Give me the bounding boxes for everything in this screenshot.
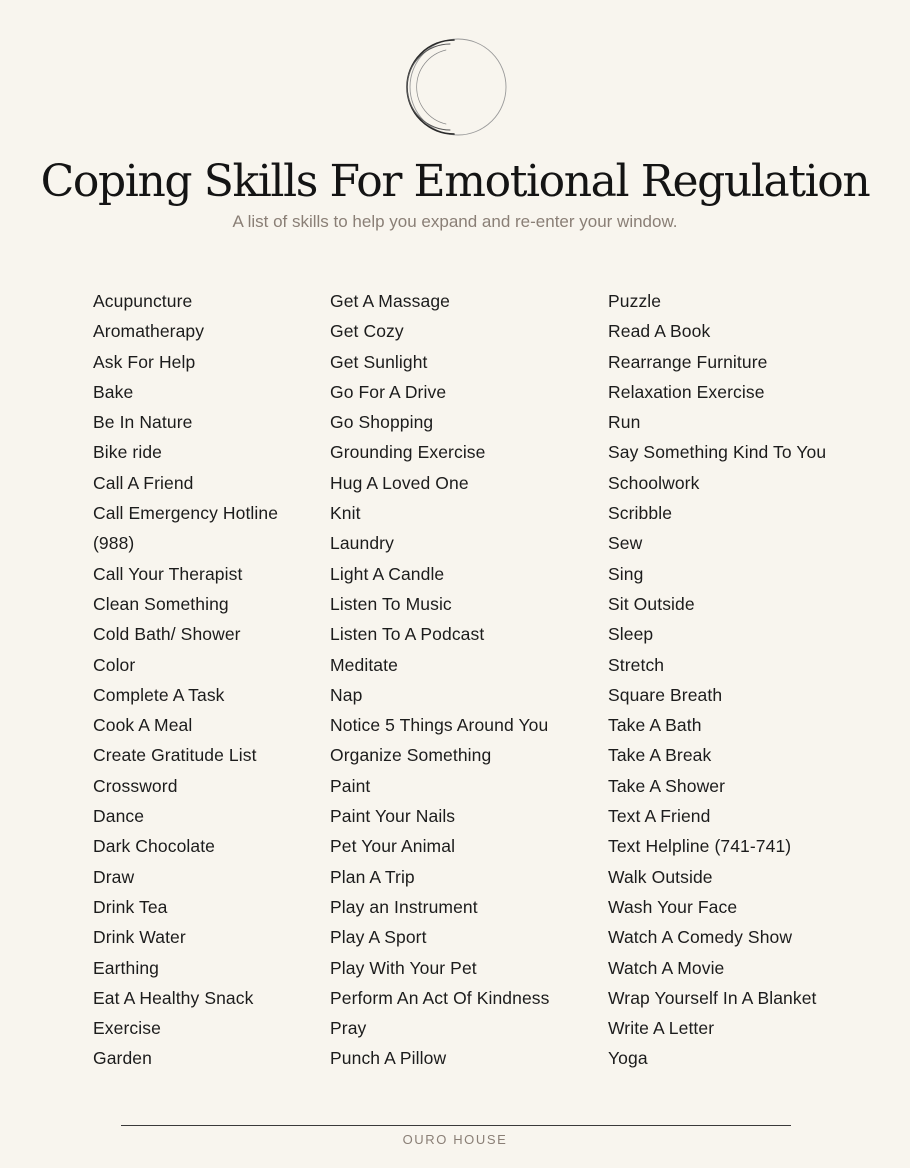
list-item: Light A Candle: [330, 563, 445, 584]
list-item: Draw: [93, 866, 135, 887]
list-item: Cook A Meal: [93, 715, 193, 736]
list-item: Ask For Help: [93, 351, 196, 372]
list-item: Organize Something: [330, 745, 492, 766]
list-item: Color: [93, 654, 136, 675]
skills-column-1: [93, 286, 318, 1074]
list-item: Pray: [330, 1018, 367, 1039]
list-item: Sew: [608, 533, 643, 554]
list-item: Read A Book: [608, 321, 711, 342]
list-item: Square Breath: [608, 684, 723, 705]
list-item: Wrap Yourself In A Blanket: [608, 987, 817, 1008]
list-item: Take A Bath: [608, 715, 702, 736]
list-item: Relaxation Exercise: [608, 381, 765, 402]
list-item: Scribble: [608, 503, 673, 524]
list-item: Eat A Healthy Snack: [93, 987, 254, 1008]
list-item: Garden: [93, 1048, 152, 1069]
list-item: Acupuncture: [93, 291, 193, 311]
list-item: Walk Outside: [608, 866, 713, 887]
list-item: Play With Your Pet: [330, 957, 477, 978]
crescent-circle-icon: [400, 34, 510, 140]
page-title: Coping Skills For Emotional Regulation: [40, 156, 870, 207]
list-item: Pet Your Animal: [330, 836, 456, 857]
list-item: Wash Your Face: [608, 896, 738, 917]
list-item: Complete A Task: [93, 684, 225, 705]
list-item: Watch A Movie: [608, 957, 725, 978]
list-item: Listen To A Podcast: [330, 624, 485, 645]
list-item: Clean Something: [93, 593, 229, 614]
list-item: Watch A Comedy Show: [608, 927, 793, 948]
list-item: Cold Bath/ Shower: [93, 624, 241, 645]
footer-brand: OURO HOUSE: [402, 1132, 508, 1147]
list-item: Go Shopping: [330, 412, 434, 433]
skills-column-2: [330, 286, 600, 1074]
skills-columns: [0, 286, 910, 1076]
list-item: Paint: [330, 775, 371, 796]
list-item: Nap: [330, 684, 363, 705]
list-item: Grounding Exercise: [330, 442, 486, 463]
list-item: Yoga: [608, 1048, 648, 1069]
list-item: Text A Friend: [608, 806, 711, 827]
list-item: Say Something Kind To You: [608, 442, 827, 463]
list-item: Exercise: [93, 1018, 161, 1039]
list-item: Rearrange Furniture: [608, 351, 768, 372]
list-item: Get Sunlight: [330, 351, 428, 372]
list-item: Aromatherapy: [93, 321, 205, 342]
list-item: Take A Shower: [608, 775, 726, 796]
list-item: Bike ride: [93, 442, 162, 463]
list-item: Sleep: [608, 624, 654, 645]
list-item: Call Your Therapist: [93, 563, 243, 584]
list-item: Stretch: [608, 654, 665, 675]
list-item: Hug A Loved One: [330, 472, 469, 493]
list-item: Laundry: [330, 533, 394, 554]
list-item: Earthing: [93, 957, 159, 978]
list-item: Play an Instrument: [330, 896, 478, 917]
list-item: Paint Your Nails: [330, 806, 456, 827]
list-item: Get A Massage: [330, 291, 450, 311]
list-item: Get Cozy: [330, 321, 404, 342]
list-item: Meditate: [330, 654, 398, 675]
skills-column-3: [608, 286, 903, 1074]
list-item: Plan A Trip: [330, 866, 415, 887]
list-item: Listen To Music: [330, 593, 452, 614]
list-item: Dance: [93, 806, 145, 827]
list-item: Call A Friend: [93, 472, 194, 493]
list-item: Call Emergency Hotline (988): [93, 503, 279, 554]
list-item: Sing: [608, 563, 644, 584]
list-item: Punch A Pillow: [330, 1048, 447, 1069]
list-item: Write A Letter: [608, 1018, 715, 1039]
list-item: Perform An Act Of Kindness: [330, 987, 550, 1008]
list-item: Crossword: [93, 775, 178, 796]
footer-divider: [121, 1125, 791, 1126]
list-item: Take A Break: [608, 745, 712, 766]
list-item: Drink Water: [93, 927, 186, 948]
list-item: Be In Nature: [93, 412, 193, 433]
list-item: Drink Tea: [93, 896, 168, 917]
list-item: Text Helpline (741-741): [608, 836, 792, 857]
list-item: Knit: [330, 503, 361, 524]
list-item: Create Gratitude List: [93, 745, 257, 766]
list-item: Notice 5 Things Around You: [330, 715, 549, 736]
list-item: Play A Sport: [330, 927, 427, 948]
list-item: Dark Chocolate: [93, 836, 216, 857]
list-item: Bake: [93, 381, 134, 402]
list-item: Run: [608, 412, 641, 433]
list-item: Schoolwork: [608, 472, 700, 493]
list-item: Go For A Drive: [330, 381, 447, 402]
list-item: Sit Outside: [608, 593, 695, 614]
list-item: Puzzle: [608, 291, 662, 311]
page-subtitle: A list of skills to help you expand and re-enter your window.: [232, 212, 678, 231]
